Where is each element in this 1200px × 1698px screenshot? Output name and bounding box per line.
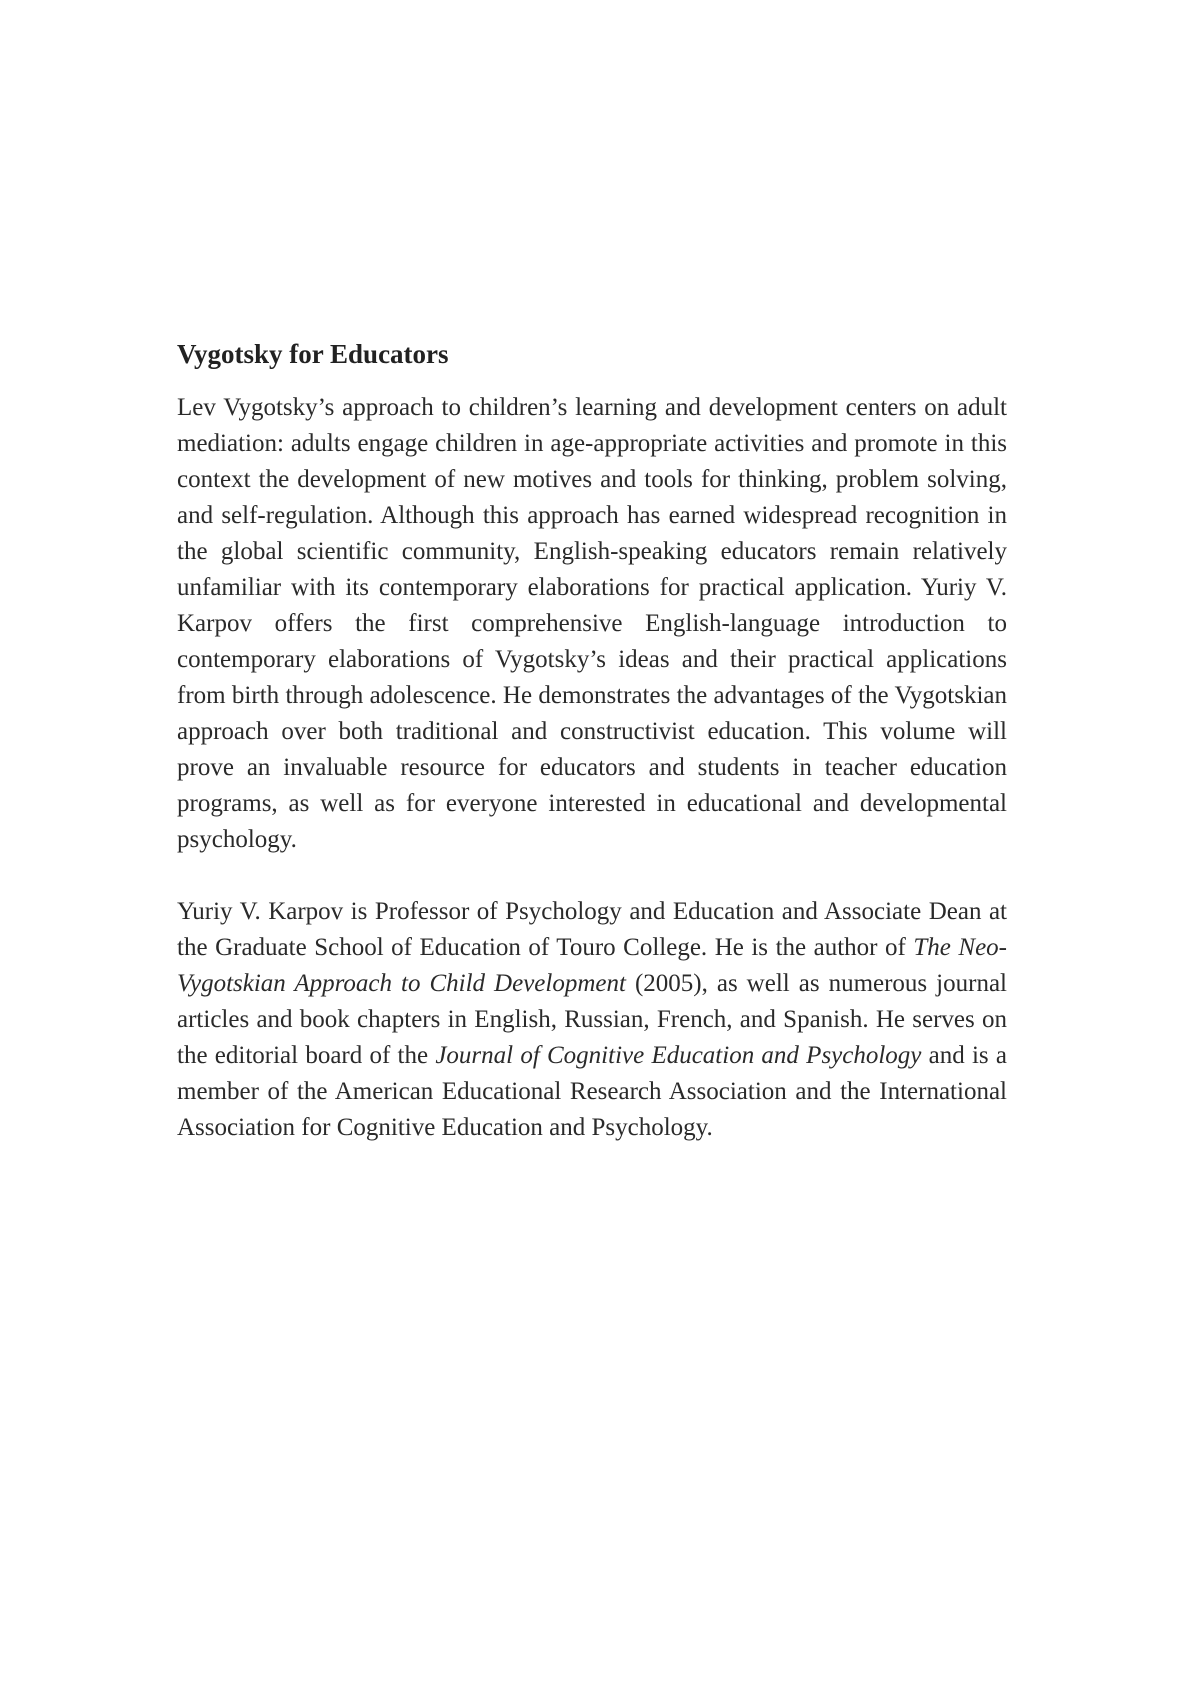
- book-description-block: [177, 336, 1007, 1146]
- author-bio-paragraph: [177, 894, 1007, 1146]
- author-book-title: The Neo-Vygotskian Approach to Child Development: [177, 934, 1007, 997]
- author-bio-text-3: and is a member of the American Educational Research Association and the International Association for Cognitive Education and Psychology.: [177, 1042, 1007, 1141]
- author-bio-text-2: (2005), as well as numerous journal articles and book chapters in English, Russian, French, and Spanish. He serves on the editorial board of the: [177, 970, 1007, 1069]
- book-title: Vygotsky for Educators: [177, 339, 449, 369]
- journal-title: Journal of Cognitive Education and Psychology: [435, 1042, 922, 1069]
- author-bio-text-1: Yuriy V. Karpov is Professor of Psychology and Education and Associate Dean at the Graduate School of Education of Touro College. He is the author of: [177, 898, 1007, 961]
- description-paragraph: Lev Vygotsky’s approach to children’s learning and development centers on adult mediation: adults engage children in age-appropriate activities and promote in this context the development of new motives and tools for thinking, problem solving, and self-regulation. Although this approach has earned widespread recognition in the global scientific community, English-speaking educators remain relatively unfamiliar with its contemporary elaborations for practical application. Yuriy V. Karpov offers the first comprehensive English-language introduction to contemporary elaborations of Vygotsky’s ideas and their practical applications from birth through adolescence. He demonstrates the advantages of the Vygotskian approach over both traditional and constructivist education. This volume will prove an invaluable resource for educators and students in teacher education programs, as well as for everyone interested in educational and developmental psychology.: [177, 394, 1007, 853]
